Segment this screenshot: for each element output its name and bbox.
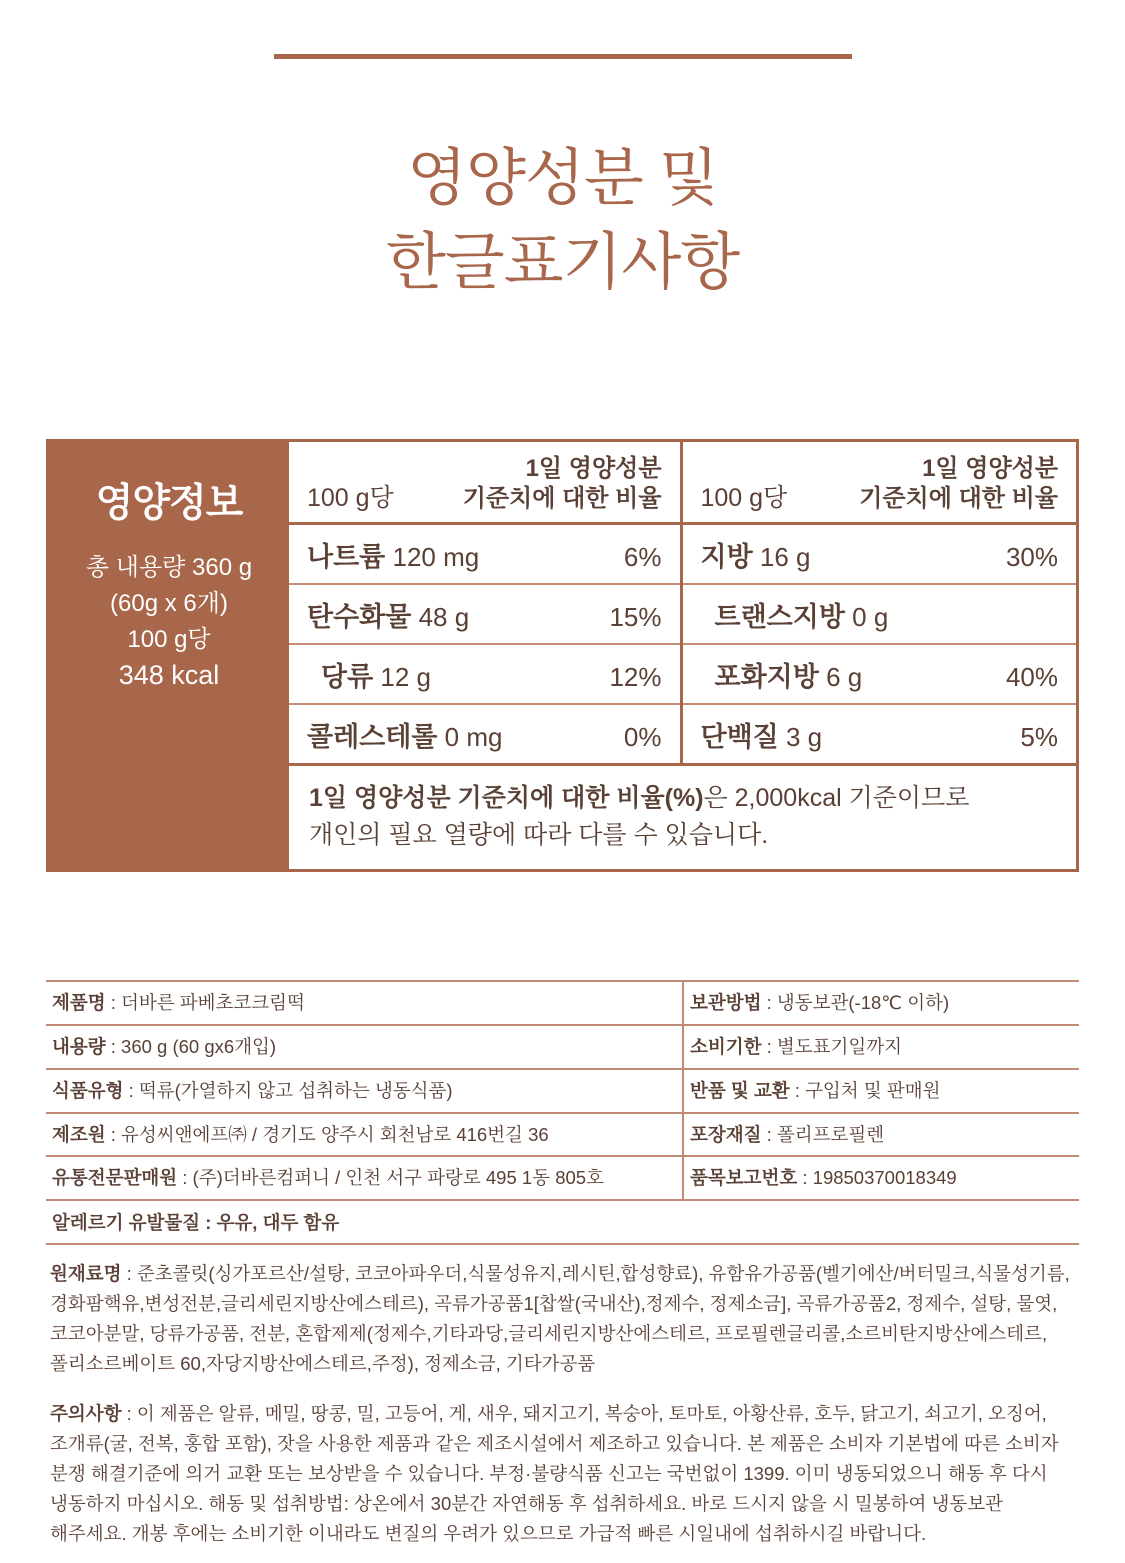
nutrition-summary-panel bbox=[49, 442, 289, 869]
info-cell-left: 식품유형 : 떡류(가열하지 않고 섭취하는 냉동식품) bbox=[46, 1070, 684, 1112]
nutrient-label: 콜레스테롤 0 mg bbox=[307, 722, 503, 753]
table-row bbox=[46, 1026, 1079, 1070]
nutrient-label: 탄수화물 48 g bbox=[307, 602, 470, 633]
info-cell-left: 유통전문판매원 : (주)더바른컴퍼니 / 인천 서구 파랑로 495 1동 805호 bbox=[46, 1157, 684, 1199]
nutrition-label-page bbox=[0, 54, 1125, 1563]
nutrition-row bbox=[683, 645, 1077, 705]
nutrient-label: 트랜스지방 0 g bbox=[714, 602, 889, 633]
nutrition-panel-title: 영양정보 bbox=[95, 482, 243, 526]
info-cell-right: 반품 및 교환 : 구입처 및 판매원 bbox=[690, 1079, 941, 1101]
table-row bbox=[46, 1157, 1079, 1201]
info-value: 냉동보관(-18℃ 이하) bbox=[776, 991, 950, 1013]
info-cell-right: 품목보고번호 : 19850370018349 bbox=[690, 1167, 957, 1189]
header-basis-right: 100 g당 bbox=[700, 484, 788, 513]
info-value: 떡류(가열하지 않고 섭취하는 냉동식품) bbox=[138, 1079, 453, 1101]
info-cell-right: 포장재질 : 폴리프로필렌 bbox=[690, 1123, 885, 1145]
info-label: 내용량 bbox=[52, 1035, 106, 1057]
info-value: 별도표기일까지 bbox=[776, 1035, 903, 1057]
page-title-line-2: 한글표기사항 bbox=[385, 227, 740, 297]
info-label: 반품 및 교환 bbox=[690, 1079, 790, 1101]
info-cell-left: 제품명 : 더바른 파베초코크림떡 bbox=[46, 982, 684, 1024]
nutrition-row bbox=[289, 585, 680, 645]
ingredients-label: 원재료명 bbox=[50, 1263, 122, 1285]
nutrient-percent: 0% bbox=[623, 722, 662, 753]
info-value: 폴리프로필렌 bbox=[776, 1123, 885, 1145]
nutrition-facts-table bbox=[46, 439, 1079, 872]
info-value: 19850370018349 bbox=[812, 1167, 957, 1189]
info-cell-left: 제조원 : 유성씨앤에프㈜ / 경기도 양주시 회천남로 416번길 36 bbox=[46, 1114, 684, 1156]
nutrient-percent: 40% bbox=[1005, 662, 1058, 693]
table-row bbox=[46, 1114, 1079, 1158]
nutrient-percent: 6% bbox=[623, 542, 662, 573]
caution-label: 주의사항 bbox=[50, 1403, 122, 1425]
nutrition-calories: 348 kcal bbox=[118, 660, 220, 691]
info-value: 더바른 파베초코크림떡 bbox=[121, 991, 305, 1013]
info-value: (주)더바른컴퍼니 / 인천 서구 파랑로 495 1동 805호 bbox=[192, 1167, 604, 1189]
footnote-bold: 1일 영양성분 기준치에 대한 비율(%) bbox=[309, 784, 704, 813]
nutrition-serving-basis: 100 g당 bbox=[127, 626, 211, 654]
ingredients-paragraph bbox=[46, 1245, 1079, 1385]
info-value: 유성씨앤에프㈜ / 경기도 양주시 회천남로 416번길 36 bbox=[121, 1123, 549, 1145]
nutrient-label: 포화지방 6 g bbox=[714, 662, 863, 693]
nutrient-percent: 15% bbox=[609, 602, 662, 633]
nutrient-label: 단백질 3 g bbox=[700, 722, 823, 753]
nutrient-percent: 12% bbox=[609, 662, 662, 693]
allergy-statement: 알레르기 유발물질 : 우유, 대두 함유 bbox=[46, 1201, 1079, 1245]
header-dv-left: 1일 영양성분 기준치에 대한 비율 bbox=[462, 455, 662, 513]
nutrient-percent: 30% bbox=[1005, 542, 1058, 573]
nutrient-percent: 5% bbox=[1020, 722, 1058, 753]
nutrition-column-header-right bbox=[683, 442, 1077, 525]
nutrient-label: 나트륨 120 mg bbox=[307, 542, 480, 573]
header-dv-right: 1일 영양성분 기준치에 대한 비율 bbox=[859, 455, 1058, 513]
product-info-table bbox=[46, 980, 1079, 1555]
table-row bbox=[46, 982, 1079, 1026]
nutrition-total-amount: 총 내용량 360 g bbox=[85, 554, 253, 582]
info-cell-right: 보관방법 : 냉동보관(-18℃ 이하) bbox=[690, 991, 950, 1013]
header-basis-left: 100 g당 bbox=[307, 484, 394, 513]
daily-value-footnote bbox=[289, 763, 1076, 869]
nutrition-row bbox=[683, 525, 1077, 585]
info-cell-left: 내용량 : 360 g (60 gx6개입) bbox=[46, 1026, 684, 1068]
nutrition-column-header-left bbox=[289, 442, 680, 525]
info-label: 제조원 bbox=[52, 1123, 106, 1145]
ingredients-text: : 준초콜릿(싱가포르산/설탕, 코코아파우더,식물성유지,레시틴,합성향료), 유함유가공품(벨기에산/버터밀크,식물성기름, 경화팜핵유,변성전분,글리세린지방산에스테르), 곡류가공품1[찹쌀(국내산),정제수, 정제소금], 곡류가공품2, 정제수, 설탕, 물엿, 코코아분말, 당류가공품, 전분, 혼합제제(정제수,기타과당,글리세린지방산에스테르, 프로필렌글리콜,소르비탄지방산에스테르,폴리소르베이트 60,자당지방산에스테르,주정), 정제소금, 기타가공품 bbox=[50, 1263, 1070, 1375]
nutrition-column-left bbox=[289, 442, 683, 763]
info-label: 포장재질 bbox=[690, 1123, 762, 1145]
page-title-line-1: 영양성분 및 bbox=[407, 144, 718, 213]
table-row bbox=[46, 1070, 1079, 1114]
info-label: 식품유형 bbox=[52, 1079, 124, 1101]
caution-paragraph bbox=[46, 1385, 1079, 1555]
nutrition-column-right bbox=[683, 442, 1077, 763]
info-value: 구입처 및 판매원 bbox=[805, 1079, 941, 1101]
nutrition-row bbox=[289, 705, 680, 763]
nutrition-columns bbox=[289, 442, 1076, 763]
nutrition-package-note: (60g x 6개) bbox=[110, 590, 228, 618]
page-title bbox=[0, 137, 1125, 304]
footnote-rest: 은 2,000kcal 기준이므로 bbox=[703, 784, 970, 813]
nutrition-row bbox=[683, 585, 1077, 645]
nutrition-row bbox=[289, 645, 680, 705]
top-divider bbox=[274, 54, 852, 59]
footnote-line-2: 개인의 필요 열량에 따라 다를 수 있습니다. bbox=[309, 820, 769, 849]
info-cell-right: 소비기한 : 별도표기일까지 bbox=[690, 1035, 903, 1057]
info-label: 보관방법 bbox=[690, 991, 762, 1013]
nutrition-row bbox=[289, 525, 680, 585]
info-label: 제품명 bbox=[52, 991, 106, 1013]
caution-text: : 이 제품은 알류, 메밀, 땅콩, 밀, 고등어, 게, 새우, 돼지고기, 복숭아, 토마토, 아황산류, 호두, 닭고기, 쇠고기, 오징어, 조개류(굴, 전복, 홍합 포함), 잣을 사용한 제품과 같은 제조시설에서 제조하고 있습니다. 본 제품은 소비자 기본법에 따른 소비자 분쟁 해결기준에 의거 교환 또는 보상받을 수 있습니다. 부정·불량식품 신고는 국번없이 1399. 이미 냉동되었으니 해동 후 다시 냉동하지 마십시오. 해동 및 섭취방법: 상온에서 30분간 자연해동 후 섭취하세요. 바로 드시지 않을 시 밀봉하여 냉동보관 해주세요. 개봉 후에는 소비기한 이내라도 변질의 우려가 있으므로 가급적 빠른 시일내에 섭취하시길 바랍니다. bbox=[50, 1403, 1059, 1545]
nutrition-values-panel bbox=[289, 442, 1076, 869]
info-label: 품목보고번호 bbox=[690, 1167, 798, 1189]
nutrient-label: 당류 12 g bbox=[321, 662, 432, 693]
info-value: 360 g (60 gx6개입) bbox=[121, 1035, 277, 1057]
info-label: 소비기한 bbox=[690, 1035, 762, 1057]
info-label: 유통전문판매원 bbox=[52, 1167, 178, 1189]
nutrient-label: 지방 16 g bbox=[700, 542, 811, 573]
nutrition-row bbox=[683, 705, 1077, 763]
